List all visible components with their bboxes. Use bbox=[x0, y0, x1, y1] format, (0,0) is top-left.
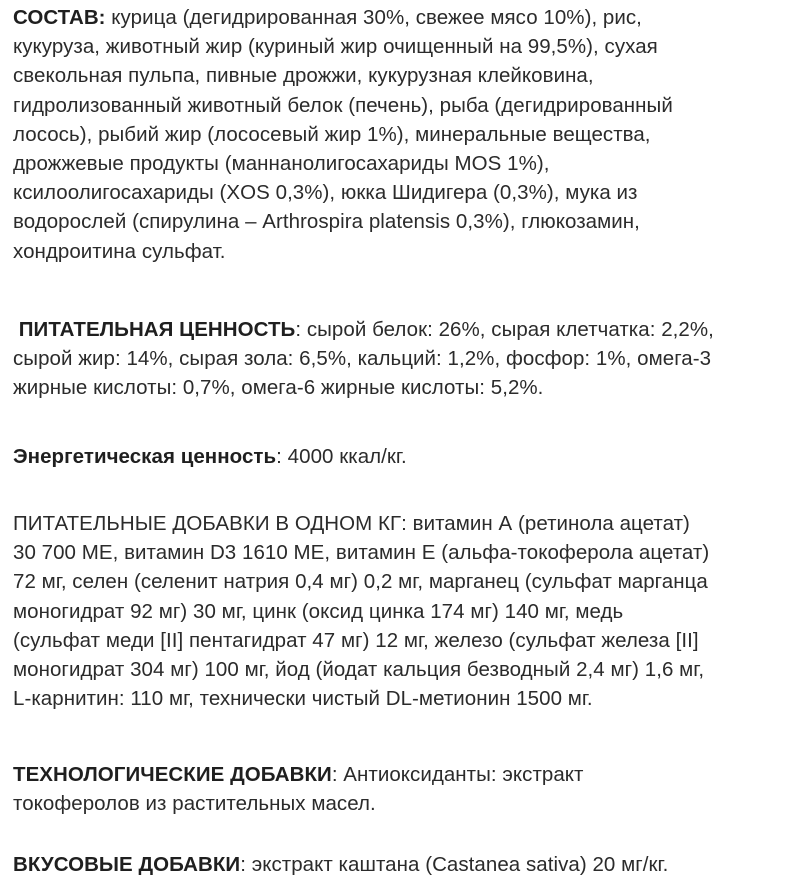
nutrition-label: ПИТАТЕЛЬНАЯ ЦЕННОСТЬ bbox=[18, 318, 296, 341]
composition-line: лосось), рыбий жир (лососевый жир 1%), минеральные вещества, bbox=[13, 122, 651, 146]
additives-line: моногидрат 92 мг) 30 мг, цинк (оксид цинка 174 мг) 140 мг, медь bbox=[13, 599, 624, 623]
composition-label: СОСТАВ: bbox=[13, 6, 106, 29]
additives-line: (сульфат меди [II] пентагидрат 47 мг) 12 мг, железо (сульфат железа [II] bbox=[13, 628, 699, 652]
additives-paragraph bbox=[13, 509, 783, 713]
technological-line: токоферолов из растительных масел. bbox=[13, 792, 376, 816]
additives-line: L-карнитин: 110 мг, технически чистый DL-метионин 1500 мг. bbox=[13, 687, 593, 711]
composition-line: водорослей (спирулина – Arthrospira platensis 0,3%), глюкозамин, bbox=[13, 210, 640, 234]
composition-line: свекольная пульпа, пивные дрожжи, кукурузная клейковина, bbox=[13, 64, 594, 88]
additives-line: 30 700 МЕ, витамин D3 1610 МЕ, витамин Е (альфа-токоферола ацетат) bbox=[13, 541, 710, 565]
composition-line: ксилоолигосахариды (XOS 0,3%), юкка Шидигера (0,3%), мука из bbox=[13, 181, 638, 205]
composition-line: кукуруза, животный жир (куриный жир очищенный на 99,5%), сухая bbox=[13, 35, 658, 59]
energy-label: Энергетическая ценность bbox=[13, 445, 277, 468]
nutrition-line: жирные кислоты: 0,7%, омега-6 жирные кислоты: 5,2%. bbox=[13, 376, 544, 400]
additives-line: ПИТАТЕЛЬНЫЕ ДОБАВКИ В ОДНОМ КГ: витамин А (ретинола ацетат) bbox=[13, 512, 690, 535]
nutrition-line: сырой жир: 14%, сырая зола: 6,5%, кальций: 1,2%, фосфор: 1%, омега-3 bbox=[13, 347, 712, 371]
composition-line: гидролизованный животный белок (печень), рыба (дегидрированный bbox=[13, 93, 673, 117]
composition-line: хондроитина сульфат. bbox=[13, 239, 226, 263]
technological-line: ТЕХНОЛОГИЧЕСКИЕ ДОБАВКИ: Антиоксиданты: экстракт bbox=[13, 763, 584, 786]
flavor-label: ВКУСОВЫЕ ДОБАВКИ bbox=[13, 853, 241, 876]
composition-line: дрожжевые продукты (маннанолигосахариды MOS 1%), bbox=[13, 152, 550, 176]
nutrition-paragraph bbox=[13, 315, 785, 403]
energy-paragraph bbox=[13, 442, 783, 471]
flavor-line: ВКУСОВЫЕ ДОБАВКИ: экстракт каштана (Castanea sativa) 20 мг/кг. bbox=[13, 853, 669, 876]
flavor-paragraph bbox=[13, 850, 783, 879]
technological-label: ТЕХНОЛОГИЧЕСКИЕ ДОБАВКИ bbox=[13, 763, 332, 786]
composition-paragraph bbox=[13, 3, 783, 266]
additives-line: 72 мг, селен (селенит натрия 0,4 мг) 0,2 мг, марганец (сульфат марганца bbox=[13, 570, 708, 594]
energy-line: Энергетическая ценность: 4000 ккал/кг. bbox=[13, 445, 407, 468]
composition-line: СОСТАВ: курица (дегидрированная 30%, свежее мясо 10%), рис, bbox=[13, 6, 642, 29]
technological-paragraph bbox=[13, 760, 783, 818]
nutrition-line: ПИТАТЕЛЬНАЯ ЦЕННОСТЬ: сырой белок: 26%, сырая клетчатка: 2,2%, bbox=[18, 318, 714, 341]
additives-line: моногидрат 304 мг) 100 мг, йод (йодат кальция безводный 2,4 мг) 1,6 мг, bbox=[13, 658, 705, 682]
